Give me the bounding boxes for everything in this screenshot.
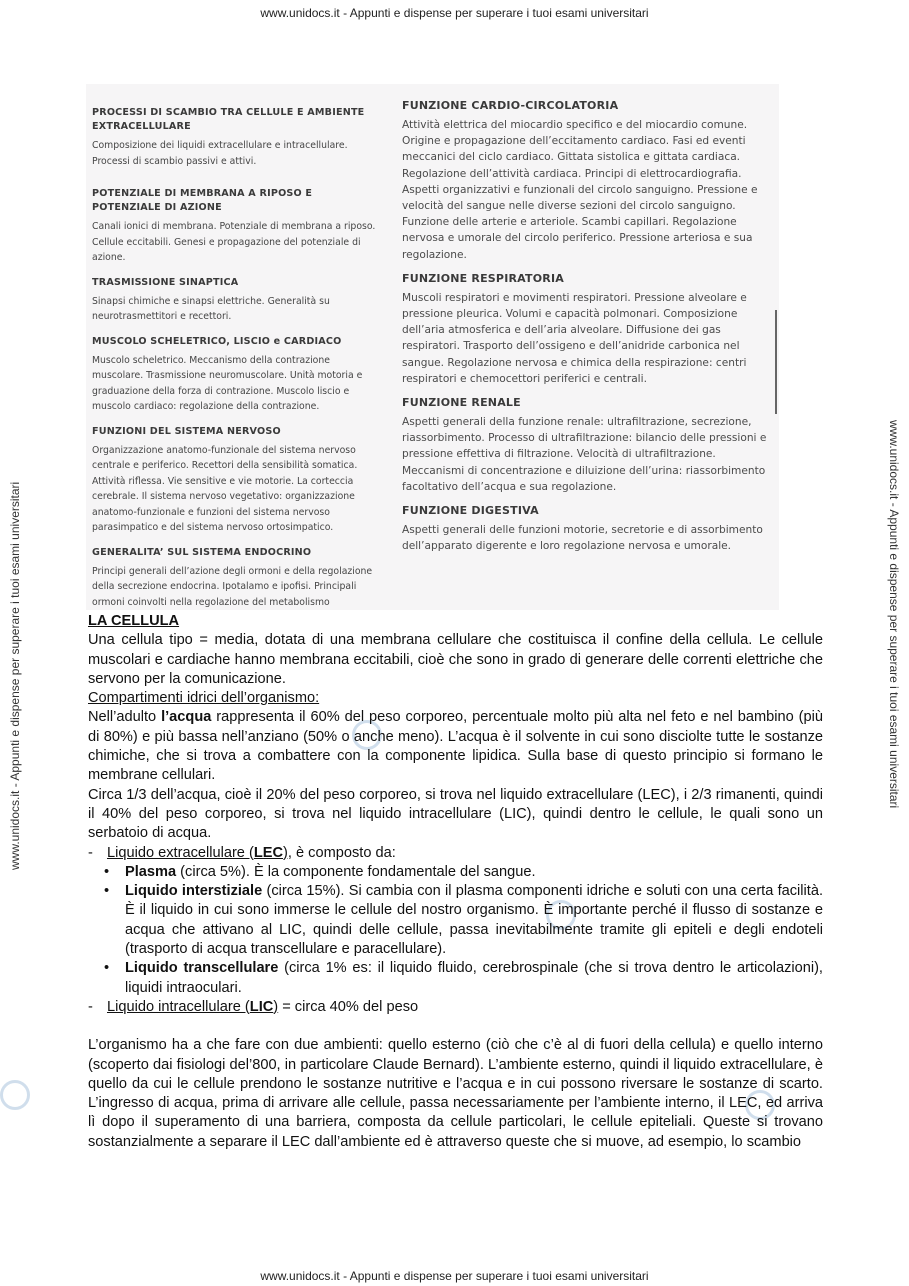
section-text: Organizzazione anatomo-funzionale del sistema nervoso centrale e periferico. Recettori della sensibilità somatica. Attività riflessa. Vie sensitive e vie motorie. La corteccia cerebrale. Il sistema nervoso vegetativo: organizzazione anatomo-funzionale e funzioni del sistema nervoso parasimpatico e del sistema nervoso ortosimpatico. <box>92 444 358 533</box>
scan-scrollbar-artifact <box>775 310 777 414</box>
section-heading: FUNZIONE RESPIRATORIA <box>402 271 564 285</box>
bullet-marker: • <box>103 863 110 880</box>
text-run: = circa 40% del peso <box>278 998 419 1015</box>
paragraph-intro: Una cellula tipo = media, dotata di una membrana cellulare che costituisca il confine della cellula. Le cellule muscolari e cardiache hanno membrana eccitabili, cioè che sono in grado di generare delle correnti elettriche che servono per la comunicazione. <box>88 632 823 687</box>
bullet-marker: • <box>103 883 110 900</box>
section-text: Muscolo scheletrico. Meccanismo della contrazione muscolare. Trasmissione neuromuscolare. Unità motoria e graduazione della forza di contrazione. Muscolo liscio e muscolo cardiaco: regolazione della contrazione. <box>92 354 363 412</box>
list-item-text <box>125 882 823 959</box>
syllabus-section <box>402 395 772 495</box>
list-item-text <box>107 998 418 1017</box>
section-text: Composizione dei liquidi extracellulare e intracellulare. Processi di scambio passivi e attivi. <box>92 140 348 167</box>
section-text: Sinapsi chimiche e sinapsi elettriche. Generalità su neurotrasmettitori e recettori. <box>92 295 330 322</box>
syllabus-right-column <box>402 90 772 554</box>
text-run: rappresenta il 60% del peso corporeo, percentuale molto più alta nel feto e nel bambino (più di 80%) e più bassa nell’anziano (50% o anche meno). L’acqua è il solvente in cui sono disciolte tutte le sostanze chimiche, che si trova a combattere con la componente lipidica. Sulla base di questo principio si formano le membrane cellulari. <box>88 709 823 784</box>
page-title: LA CELLULA <box>88 613 180 629</box>
section-heading: FUNZIONE CARDIO-CIRCOLATORIA <box>402 99 619 112</box>
section-text: Muscoli respiratori e movimenti respiratori. Pressione alveolare e pressione pleurica. Volumi e capacità polmonari. Composizione dell’aria atmosferica e dell’aria alveolare. Diffusione dei gas respiratori. Trasporto dell’ossigeno e dell’anidride carbonica nel sangue. Regolazione nervosa e chimica della respirazione: centri respiratori e chemocettori periferici e centrali. <box>402 291 747 385</box>
list-item-plasma <box>88 863 823 882</box>
text-run-underline: Liquido extracellulare ( <box>107 844 254 861</box>
text-run: Nell’adulto <box>88 709 162 726</box>
syllabus-section <box>92 546 380 611</box>
list-item-lic <box>88 998 823 1017</box>
section-heading: TRASMISSIONE SINAPTICA <box>92 276 239 288</box>
section-heading: FUNZIONI DEL SISTEMA NERVOSO <box>92 425 281 437</box>
section-text: Aspetti generali delle funzioni motorie, secretorie e di assorbimento dell’apparato digerente e loro regolazione nervosa e umorale. <box>402 524 763 553</box>
paragraph-environments: L’organismo ha a che fare con due ambienti: quello esterno (ciò che c’è al di fuori della cellula) e quello interno (scoperto dai fisiologi del’800, in particolare Claude Bernard). L’ambiente esterno, quindi il liquido extracellulare, è quello da cui le cellule prendono le sostanze nutritive e l’acqua e in cui possono riversare le sostanze di scarto. L’ingresso di acqua, prima di arrivare alle cellule, passa necessariamente per l’ambiente interno, il LEC, ed arriva lì dopo il superamento di una barriera, composta da cellule particolari, le cellule epiteliali. Queste si trovano sostanzialmente a separare il LEC dall’ambiente ed è attraverso queste che si muove, ad esempio, lo scambio <box>88 1037 823 1150</box>
text-run: , è composto da: <box>287 844 396 861</box>
text-run: (circa 15%). Si cambia con il plasma componenti idriche e soluti con una certa facilità. È il liquido in cui sono immerse le cellule del nostro organismo. È importante perché il flusso di sostanze e acqua che attivano al LIC, quindi delle cellule, passa inevitabilmente tramite gli epiteli e degli endoteli (trasporto di acqua transcellulare e paracellulare). <box>125 883 824 958</box>
list-item-text <box>125 863 823 882</box>
text-run-bold: LIC <box>249 998 274 1015</box>
syllabus-section <box>92 187 380 266</box>
syllabus-section <box>402 503 772 554</box>
text-run-bold: l’acqua <box>161 709 212 726</box>
syllabus-left-column <box>92 96 380 610</box>
text-run: (circa 1% es: il liquido fluido, cerebrospinale (che si trova dentro le articolazioni), liquidi intraoculari. <box>125 960 823 996</box>
watermark-banner-bottom: www.unidocs.it - Appunti e dispense per superare i tuoi esami universitari <box>260 1269 649 1283</box>
paragraph-water <box>88 708 823 785</box>
list-item-text <box>107 844 396 863</box>
section-heading: PROCESSI DI SCAMBIO TRA CELLULE E AMBIENTE EXTRACELLULARE <box>92 107 365 132</box>
section-heading: GENERALITA’ SUL SISTEMA ENDOCRINO <box>92 546 312 558</box>
section-heading: FUNZIONE DIGESTIVA <box>402 504 539 518</box>
syllabus-scan <box>86 84 779 610</box>
bullet-marker: • <box>103 960 110 977</box>
section-text: Canali ionici di membrana. Potenziale di membrana a riposo. Cellule eccitabili. Genesi e propagazione del potenziale di azione. <box>92 221 376 263</box>
dash-marker: - <box>88 844 93 861</box>
paragraph-distribution: Circa 1/3 dell’acqua, cioè il 20% del peso corporeo, si trova nel liquido extracellulare (LEC), i 2/3 rimanenti, quindi il 40% del peso corporeo, si trova nel liquido intracellulare (LIC), quindi dentro le cellule, le quali sono un serbatoio di acqua. <box>88 786 823 842</box>
document-body <box>88 612 823 1152</box>
text-run: (circa 5%). È la componente fondamentale del sangue. <box>176 863 536 880</box>
list-item-text <box>125 959 823 998</box>
text-run-underline: ) <box>283 844 288 861</box>
section-heading: FUNZIONE RENALE <box>402 396 521 410</box>
section-text: Principi generali dell’azione degli ormoni e della regolazione della secrezione endocrina. Ipotalamo e ipofisi. Principali ormoni coinvolti nella regolazione del metabolismo <box>92 565 373 608</box>
section-heading: POTENZIALE DI MEMBRANA A RIPOSO E POTENZIALE DI AZIONE <box>92 188 313 213</box>
text-run-bold: Liquido transcellulare <box>125 960 279 977</box>
watermark-logo-icon <box>0 1080 30 1110</box>
text-run-bold: Plasma <box>125 863 177 880</box>
watermark-banner-left: www.unidocs.it - Appunti e dispense per superare i tuoi esami universitari <box>8 481 22 870</box>
watermark-banner-right: www.unidocs.it - Appunti e dispense per superare i tuoi esami universitari <box>887 420 901 809</box>
section-heading: MUSCOLO SCHELETRICO, LISCIO e CARDIACO <box>92 335 342 347</box>
paragraph-spacer <box>88 1017 823 1036</box>
text-run-bold: Liquido interstiziale <box>125 883 263 900</box>
list-item-interstitial <box>88 882 823 959</box>
syllabus-section <box>92 276 380 325</box>
list-item-lec <box>88 844 823 863</box>
dash-marker: - <box>88 998 93 1015</box>
syllabus-section <box>92 335 380 415</box>
section-subheading: Compartimenti idrici dell’organismo: <box>88 690 320 707</box>
section-text: Aspetti generali della funzione renale: ultrafiltrazione, secrezione, riassorbimento. Processo di ultrafiltrazione: bilancio delle pressioni e pressione effettiva di filtrazione. Velocità di ultrafiltrazione. Meccanismi di concentrazione e diluizione dell’urina: riassorbimento facoltativo dell’acqua e sua regolazione. <box>402 416 767 493</box>
text-run-underline: ) <box>273 998 279 1015</box>
list-item-transcellular <box>88 959 823 998</box>
watermark-banner-top: www.unidocs.it - Appunti e dispense per superare i tuoi esami universitari <box>260 6 649 20</box>
syllabus-section <box>92 425 380 536</box>
text-run-underline: Liquido intracellulare ( <box>107 998 250 1015</box>
syllabus-section <box>92 106 380 169</box>
syllabus-section <box>402 271 772 387</box>
syllabus-section <box>402 98 772 263</box>
section-text: Attività elettrica del miocardio specifico e del miocardio comune. Origine e propagazione dell’eccitamento cardiaco. Fasi ed eventi meccanici del ciclo cardiaco. Gittata sistolica e gittata cardiaca. Regolazione dell’attività cardiaca. Principi di elettrocardiografia. Aspetti organizzativi e funzionali del circolo sanguigno. Pressione e velocità del sangue nelle diverse sezioni del circolo sanguigno. Funzione delle arterie e arteriole. Scambi capillari. Regolazione nervosa e umorale del circolo periferico. Pressione arteriosa e sua regolazione. <box>402 119 758 261</box>
text-run-bold: LEC <box>253 844 284 861</box>
